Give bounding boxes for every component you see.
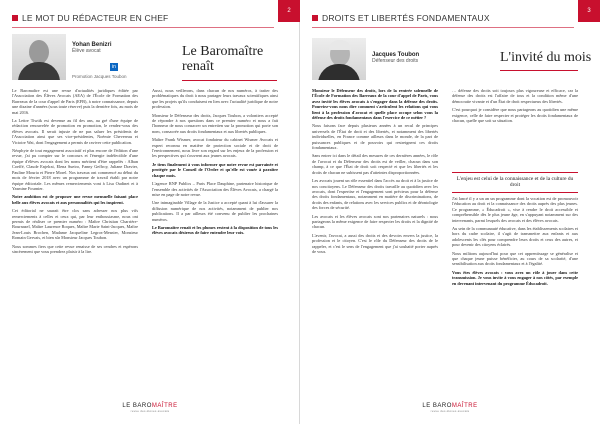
paragraph: … défense des droits soit toujours plus vigoureuse et efficace, car la défense des droits est l'affaire de tous et la condition même d'une démocratie vivante et d'un État de droit respectueux des libertés. [452, 88, 578, 104]
paragraph: Nous faisons face depuis plusieurs années à un recul de principes universels de l'État de droit et des libertés, et notamment des libertés individuelles, en France comme ailleurs dans le monde, de la part de puissances publiques et de pouvoirs qui restreignent ces droits fondamentaux. [312, 123, 438, 151]
headline-underline [182, 80, 277, 81]
paragraph: Au sein de la communauté éducative, dans les établissements scolaires et hors du cadre scolaire, il s'agit de transmettre aux enfants et aux adolescents les clés pour comprendre leurs droits et ceux des autres, et pour devenir des citoyens éclairés. [452, 226, 578, 248]
author-photo [12, 34, 66, 80]
guest-block [372, 52, 419, 64]
paragraph: Maître Frank Wismer, avocat fondateur du cabinet Wismer Avocats et expert reconnu en matière de protection sociale et de droit de l'environnement, nous livre son regard sur les enjeux de la profession et les perspectives qui s'ouvrent aux jeunes avocats. [152, 137, 278, 159]
bold-text: Notre ambition est de proposer une revue mensuelle faisant place belle aux élèves avocats et aux personnalités qui les inspirent. [12, 194, 138, 205]
paragraph: L'agence RNP Publics – Paris Place Dauphine, partenaire historique de l'ensemble des activités de l'Association des Élèves Avocats, a chargé la mise en page de notre revue. [152, 181, 278, 197]
linkedin-label: in [112, 64, 116, 70]
paragraph-bold [152, 162, 278, 178]
paragraph: Monsieur le Défenseur des droits, Jacques Toubon, a volontiers accepté de répondre à nos questions dans ce premier numéro et nous a fait l'honneur de nous consacrer un entretien sur la promotion qui porte son nom, consacrée aux droits fondamentaux et aux libertés publiques. [152, 112, 278, 134]
paragraph: Cet éditorial ne saurait être clos sans adresser nos plus vifs remerciements à celles et ceux qui, par leur enthousiasme, nous ont permis de réaliser ce premier numéro : Maître Christian Charrière-Bournazel, Maître Laurence Roques, Maître Marie Saint-Jacques, Maître Jean-Louis Brochen, Madame Jacqueline Legros-Mesnier, Monsieur Romain Gervais, et bien sûr Monsieur Jacques Toubon. [12, 208, 138, 241]
paragraph: Aussi, nous veillerons, dans chacun de nos numéros, à traiter des problématiques du droit à nous partager leurs travaux scientifiques ainsi que les projets qu'ils conduisent en lien avec l'actualité juridique de notre profession. [152, 88, 278, 110]
paragraph: Une inimaginable Village de la Justice a accepté quant à lui d'assurer la diffusion numérique de nos activités, notamment de publier nos publications. Il a par ailleurs été convenu de publier les prochaines numéros. [152, 200, 278, 222]
guest-photo [312, 38, 366, 80]
interview-column-1 [312, 88, 438, 257]
paragraph-bold [12, 194, 138, 205]
guest-name: Jacques Toubon [372, 52, 420, 58]
rubric-divider [12, 27, 274, 28]
paragraph: L'avenir, l'avocat, a aussi des droits et des devoirs envers la justice, la profession et le citoyen. C'est le rôle du Défenseur des droits de le rappeler, et c'est le sens de l'engagement que j'ai souhaité porter auprès de vous. [312, 232, 438, 254]
page-number-tab [578, 0, 600, 22]
paragraph: Sans entrer ici dans le détail des mesures de ces dernières années, le rôle de l'avocat et du Défenseur des droits est de veiller, chacun dans son champ, à ce que l'État de droit soit respecté et que les libertés et les droits de chacun ne subissent pas d'atteintes disproportionnées. [312, 153, 438, 175]
bold-text: Monsieur le Défenseur des droits, lors de la rentrée solennelle de l'École de Formation des Barreaux de la cour d'appel de Paris, vous avez invité les élèves avocats à s'engager dans la défense des droits. Pourriez-vous nous dire comment s'articulent les relations qui vous lient à la profession d'avocat et quelle place occupe selon vous la défense des droits fondamentaux dans l'exercice de ce métier ? [312, 88, 438, 121]
right-page [300, 0, 600, 424]
red-square-icon [12, 15, 18, 21]
author-role: Élève avocat [72, 48, 101, 54]
author-block [72, 42, 112, 54]
paragraph: C'est pourquoi je considère que nous partageons au quotidien une même exigence, celle de faire respecter et protéger les droits fondamentaux de chacun, quelle que soit sa situation. [452, 107, 578, 124]
logo-black: LE BARO [122, 403, 152, 409]
interview-column-2-top [452, 88, 578, 126]
rubric-label: DROITS ET LIBERTÉS FONDAMENTAUX [322, 13, 490, 23]
page-number-tab [278, 0, 300, 22]
logo-red: MAÎTRE [451, 403, 478, 409]
photo-body [318, 64, 360, 80]
paragraph: Le Baromaître est une revue d'actualités juridiques éditée par l'Association des Élèves Avocats (AEA) de l'École de Formation des Barreaux de la cour d'appel de Paris (EFB), à notre connaissance, depuis une dizaine d'années (sous toute réserve) puis la dernière fois, au mois de mai 2016. [12, 88, 138, 115]
logo-tagline: revue des élèves avocats [130, 409, 170, 413]
magazine-logo [300, 403, 600, 413]
article-headline: L'invité du mois [500, 50, 592, 65]
pull-quote-title: L'enjeu est celui de la connaissance et de la culture du droit [452, 172, 578, 193]
rubric-heading [12, 13, 168, 23]
author-name: Yohan Benizri [72, 42, 112, 48]
rubric-divider [312, 27, 574, 28]
photo-body [18, 62, 60, 80]
paragraph: Néophyte de tout engagement associatif et plus encore de l'édition d'une revue, j'ai pu compter sur le concours et l'énergie indéfectible d'une équipe d'élèves avocats dont les noms méritent d'être rappelés : Alban Coeffé, Claude Enjelrai, Elena Sueiro, Fanny Geffroy, Juliane Dravier, Pauline Mouria et Pierre Morel. Nos travaux ont commencé au début du mois de février 2018 avec un programme de travail établi par notre équipe éditoriale. Les mêmes remerciements vont à Lisa Oudinet et à Yasmine Fournier. [12, 148, 138, 191]
article-headline [182, 44, 263, 74]
paragraph: Nous militons aujourd'hui pour que cet apprentissage se généralise et que chaque jeune puisse bénéficier, au cours de sa scolarité, d'une sensibilisation aux droits fondamentaux et à l'égalité. [452, 250, 578, 267]
bold-text: Le Baromaître renaît et les plumes restent à la disposition de tous les élèves avocats désireux de faire entendre leur voix. [152, 224, 278, 236]
rubric-label: LE MOT DU RÉDACTEUR EN CHEF [22, 13, 169, 23]
paragraph: La Lettre Tiwtik est devenue au fil des ans, au gré d'une équipe de rédaction renouvelée de promotion en promotion, le rendez-vous des élèves avocats. Il serait injuste de ne pas saluer les présidents de l'Association ainsi que ses vice-présidentes, Noémie Chevereau et Victoire Wai, dont l'engagement a permis de raviver cette publication. [12, 118, 138, 145]
linkedin-icon[interactable] [110, 63, 118, 71]
paragraph: J'ai lancé il y a un an un programme dont la vocation est de promouvoir l'éducation au droit et la connaissance des droits auprès des plus jeunes. Ce programme, « Éducadroit », vise à rendre le droit accessible et compréhensible dès le plus jeune âge, en s'appuyant notamment sur des intervenants, parmi lesquels des avocats et des élèves avocats. [452, 196, 578, 223]
interview-column-2-bottom [452, 196, 578, 289]
bold-text: Je tiens finalement à vous informer que notre revue est parrainée et protégée par le Conseil de l'Ordre et qu'elle est vouée à paraître chaque mois. [152, 161, 278, 178]
headline-underline [500, 70, 578, 71]
logo-black: LE BARO [422, 403, 452, 409]
logo-red: MAÎTRE [151, 403, 178, 409]
question-bold [452, 270, 578, 286]
rubric-heading [312, 13, 490, 23]
headline-line-2: renaît [182, 59, 214, 74]
page-number: 3 [587, 8, 591, 14]
guest-role: Défenseur des droits [372, 58, 419, 64]
photo-hair [329, 40, 351, 50]
photo-head [29, 40, 49, 64]
bold-text: Vous êtes élèves avocats : vous avez un rôle à jouer dans cette transmission. Je vous invite à vous engager à nos côtés, par exemple en devenant intervenant du programme Éducadroit. [452, 269, 578, 286]
question-bold [312, 88, 438, 120]
paragraph: Les avocats jouent un rôle essentiel dans l'accès au droit et à la justice de nos concitoyens. Le Défenseur des droits travaille au quotidien avec les avocats, dont l'expertise et l'engagement sont précieux pour la défense des droits fondamentaux, notamment en matière de discriminations, de droits des enfants, de relations avec les services publics et de déontologie des forces de sécurité. [312, 178, 439, 211]
logo-tagline: revue des élèves avocats [430, 409, 470, 413]
page-number: 2 [287, 8, 291, 14]
article-column-2 [152, 88, 278, 239]
paragraph: Nous sommes fiers que cette revue renaisse de ses cendres et espérons sincèrement que vous prendrez plaisir à la lire. [12, 243, 138, 254]
paragraph: Les avocats et les élèves avocats sont nos partenaires naturels : nous partageons la même exigence de faire respecter les droits et la dignité de chacun. [312, 213, 438, 230]
red-square-icon [312, 15, 318, 21]
article-column-1 [12, 88, 138, 257]
paragraph-bold [152, 225, 278, 236]
headline-line-1: Le Baromaître [182, 44, 264, 59]
photo-caption: Promotion Jacques Toubon [72, 74, 127, 79]
magazine-logo [0, 403, 300, 413]
